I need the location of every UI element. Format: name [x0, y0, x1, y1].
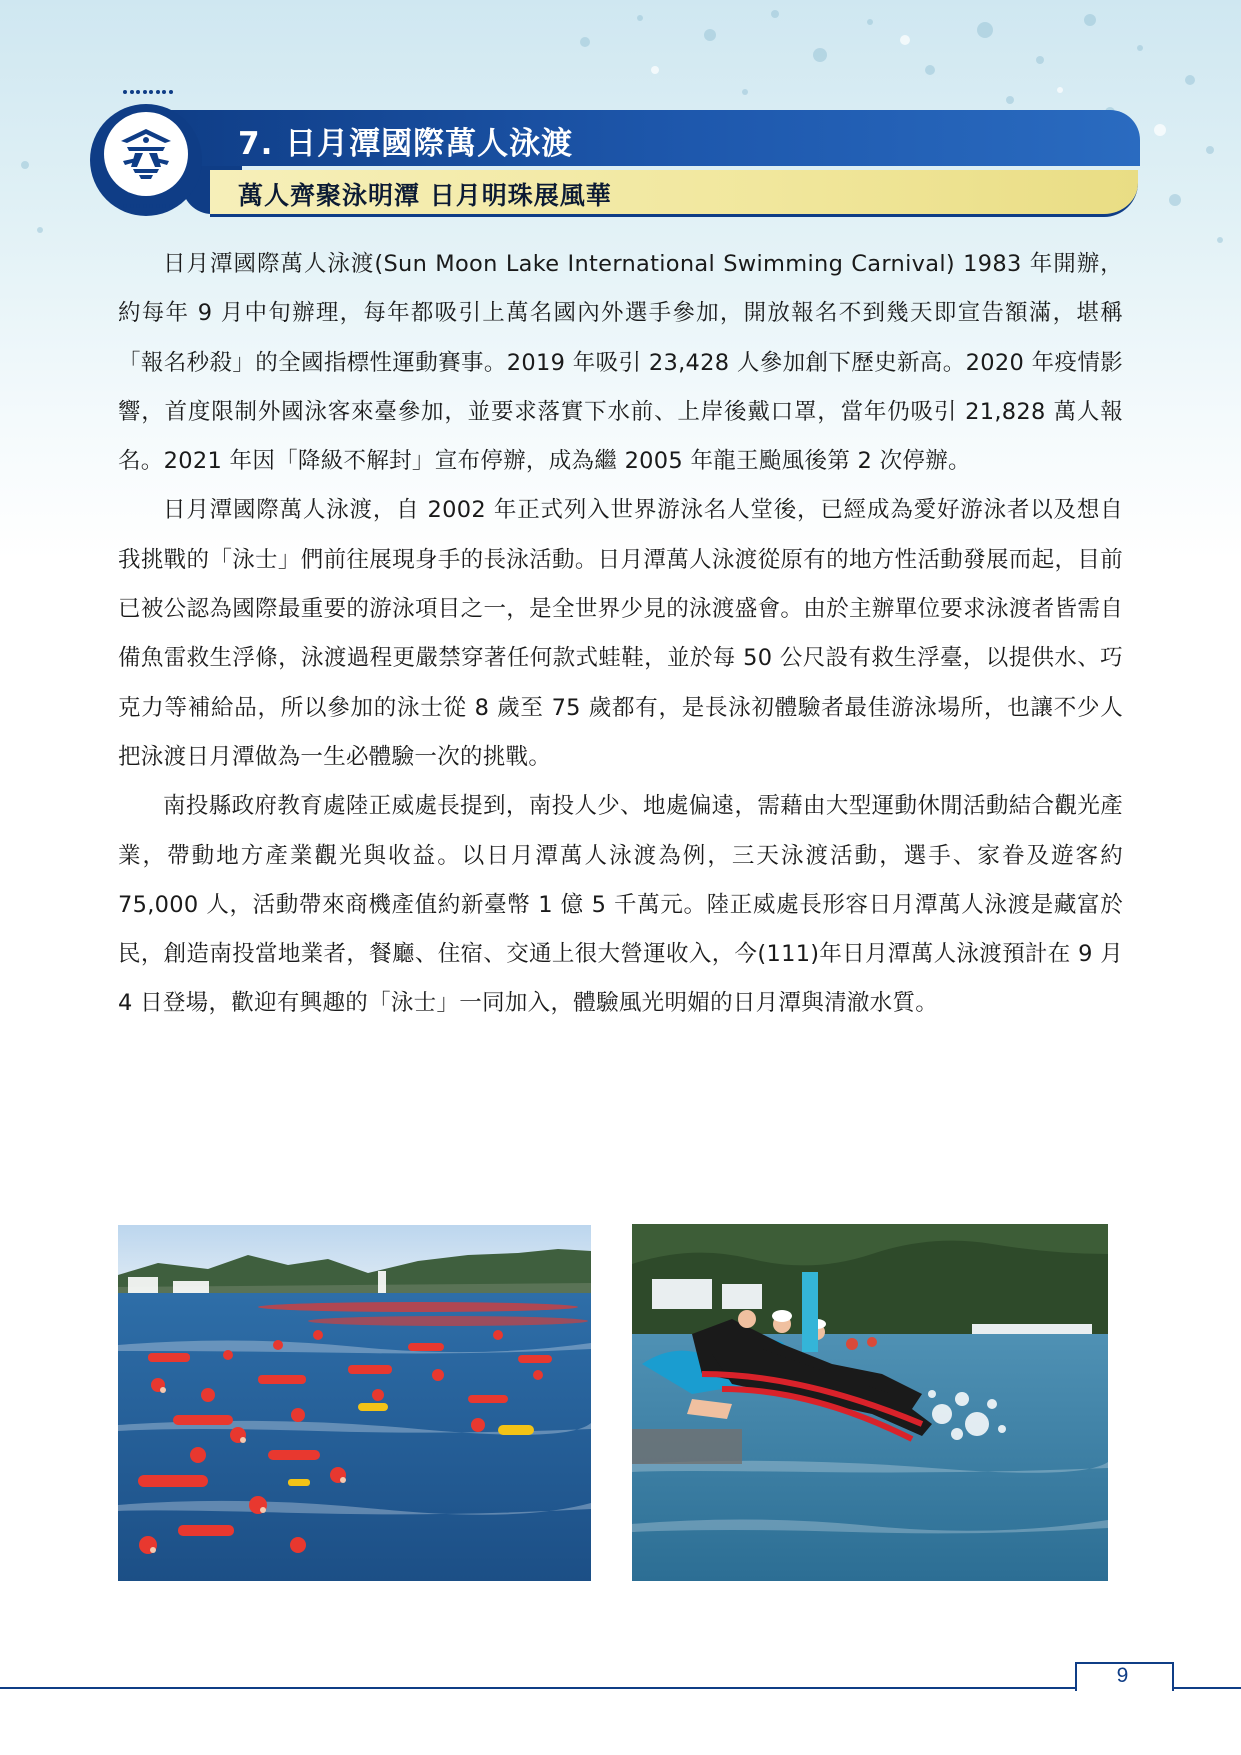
badge-dots — [123, 204, 173, 210]
badge-ring — [90, 104, 202, 216]
swimmers-diving-photo — [632, 1224, 1108, 1581]
section-banner — [90, 110, 1150, 220]
paragraph: 日月潭國際萬人泳渡(Sun Moon Lake International Swimming Carnival) 1983 年開辦，約每年 9 月中旬辦理，每年都吸引上萬名國內外選手參加，開放報名不到幾天即宣告額滿，堪稱「報名秒殺」的全國指標性運動賽事。2019 年吸引 23,428 人參加創下歷史新高。2020 年疫情影響，首度限制外國泳客來臺參加，並要求落實下水前、上岸後戴口罩，當年仍吸引 21,828 萬人報名。2021 年因「降級不解封」宣布停辦，成為繼 2005 年龍王颱風後第 2 次停辦。 — [118, 251, 1123, 475]
page-title: 7. 日月潭國際萬人泳渡 — [238, 126, 574, 162]
paragraph: 南投縣政府教育處陸正威處長提到，南投人少、地處偏遠，需藉由大型運動休閒活動結合觀光產業，帶動地方產業觀光與收益。以日月潭萬人泳渡為例，三天泳渡活動，選手、家眷及遊客約 75,000 人，活動帶來商機產值約新臺幣 1 億 5 千萬元。陸正威處長形容日月潭萬人泳渡是藏富於民，創造南投當地業者，餐廳、住宿、交通上很大營運收入，今(111)年日月潭萬人泳渡預計在 9 月 4 日登場，歡迎有興趣的「泳士」一同加入，體驗風光明媚的日月潭與清澈水質。 — [118, 793, 1123, 1017]
page-number: 9 — [1116, 1664, 1129, 1687]
page-subtitle: 萬人齊聚泳明潭 日月明珠展風華 — [238, 181, 612, 210]
badge-dots — [123, 90, 173, 96]
footer-rule — [0, 1687, 1241, 1689]
swimmers-in-lake-photo — [118, 1225, 591, 1581]
article-body — [118, 240, 1123, 1029]
sports-figures-logo-icon — [104, 112, 188, 196]
paragraph: 日月潭國際萬人泳渡，自 2002 年正式列入世界游泳名人堂後，已經成為愛好游泳者以及想自我挑戰的「泳士」們前往展現身手的長泳活動。日月潭萬人泳渡從原有的地方性活動發展而起，目前已被公認為國際最重要的游泳項目之一，是全世界少見的泳渡盛會。由於主辦單位要求泳渡者皆需自備魚雷救生浮條，泳渡過程更嚴禁穿著任何款式蛙鞋，並於每 50 公尺設有救生浮臺，以提供水、巧克力等補給品，所以參加的泳士從 8 歲至 75 歲都有，是長泳初體驗者最佳游泳場所，也讓不少人把泳渡日月潭做為一生必體驗一次的挑戰。 — [118, 497, 1123, 770]
